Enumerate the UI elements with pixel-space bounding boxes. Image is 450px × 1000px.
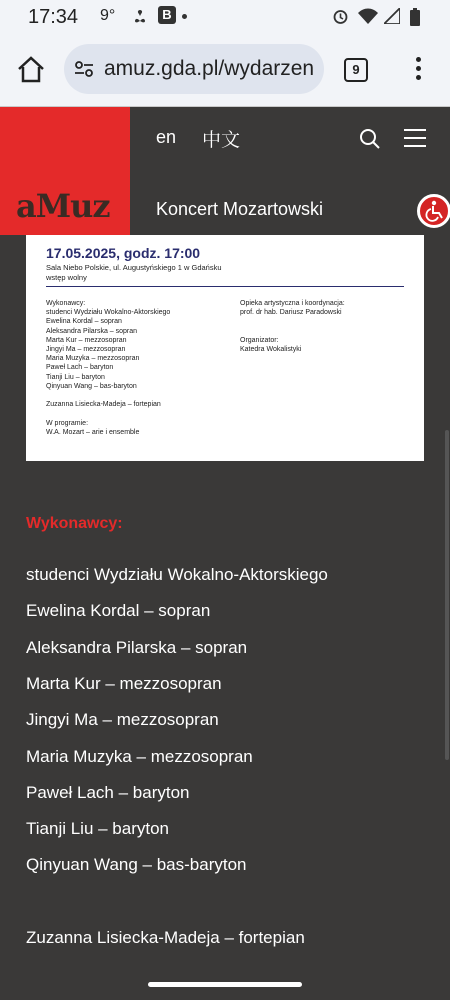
poster-line: Maria Muzyka – mezzosopran bbox=[46, 355, 140, 363]
poster-line: Organizator: bbox=[240, 336, 279, 344]
performer-item: Ewelina Kordal – sopran bbox=[26, 601, 211, 620]
b-notification-icon: B bbox=[158, 6, 176, 24]
poster-line: Ewelina Kordal – sopran bbox=[46, 318, 122, 326]
alarm-icon bbox=[332, 8, 349, 29]
poster-line: Zuzanna Lisiecka-Madeja – fortepian bbox=[46, 401, 161, 409]
poster-entry: wstęp wolny bbox=[46, 273, 87, 282]
performer-item: Tianji Liu – baryton bbox=[26, 819, 170, 838]
poster-line: Qinyuan Wang – bas-baryton bbox=[46, 382, 137, 390]
poster-venue: Sala Niebo Polskie, ul. Augustyńskiego 1 w Gdańsku bbox=[46, 263, 222, 272]
poster-line: Tianji Liu – baryton bbox=[46, 373, 105, 381]
performer-item: Qinyuan Wang – bas-baryton bbox=[26, 855, 247, 874]
poster-line: Opieka artystyczna i koordynacja: bbox=[240, 300, 345, 307]
site-logo[interactable]: aMuz bbox=[16, 187, 110, 225]
home-icon bbox=[14, 54, 48, 86]
poster-line: W.A. Mozart – arie i ensemble bbox=[46, 428, 140, 436]
browser-toolbar bbox=[0, 34, 450, 107]
search-icon[interactable] bbox=[358, 127, 382, 151]
poster-spacer bbox=[46, 391, 170, 400]
url-text[interactable]: amuz.gda.pl/wydarzen bbox=[104, 57, 315, 80]
poster-line: Paweł Lach – baryton bbox=[46, 364, 114, 372]
menu-icon[interactable] bbox=[404, 129, 426, 147]
battery-icon bbox=[410, 8, 420, 30]
poster-line: prof. dr hab. Dariusz Paradowski bbox=[240, 309, 342, 317]
poster-line: Jingyi Ma – mezzosopran bbox=[46, 346, 126, 354]
poster-spacer bbox=[240, 317, 345, 326]
poster-right-column bbox=[240, 299, 345, 354]
performers-heading: Wykonawcy: bbox=[26, 515, 123, 532]
poster-line: Katedra Wokalistyki bbox=[240, 345, 302, 353]
status-temp: 9° bbox=[100, 7, 116, 24]
site-settings-icon[interactable] bbox=[74, 59, 94, 79]
scrollbar[interactable] bbox=[445, 430, 449, 760]
performer-item: Aleksandra Pilarska – sopran bbox=[26, 638, 248, 657]
poster-spacer bbox=[240, 327, 345, 336]
site-header bbox=[0, 107, 450, 235]
performer-item: studenci Wydziału Wokalno-Aktorskiego bbox=[26, 565, 328, 584]
home-button[interactable] bbox=[14, 54, 48, 86]
dot-icon bbox=[182, 14, 187, 19]
wifi-icon bbox=[358, 8, 378, 28]
signal-icon bbox=[384, 8, 400, 28]
poster-line: studenci Wydziału Wokalno-Aktorskiego bbox=[46, 309, 171, 317]
performer-item: Maria Muzyka – mezzosopran bbox=[26, 747, 253, 766]
poster-divider bbox=[46, 286, 404, 287]
fan-icon bbox=[132, 8, 148, 28]
pianist-item: Zuzanna Lisiecka-Madeja – fortepian bbox=[26, 928, 305, 947]
accessibility-icon bbox=[420, 197, 448, 225]
address-bar[interactable] bbox=[64, 44, 324, 94]
tab-switcher-button[interactable]: 9 bbox=[344, 58, 368, 82]
event-poster bbox=[26, 235, 424, 461]
poster-line: Wykonawcy: bbox=[46, 300, 86, 307]
performer-item: Paweł Lach – baryton bbox=[26, 783, 190, 802]
status-bar bbox=[0, 0, 450, 34]
browser-menu-icon[interactable] bbox=[410, 54, 426, 86]
poster-spacer bbox=[46, 409, 170, 418]
poster-line: Marta Kur – mezzosopran bbox=[46, 336, 127, 344]
performer-item: Marta Kur – mezzosopran bbox=[26, 674, 222, 693]
poster-line: W programie: bbox=[46, 419, 89, 427]
language-en-link[interactable]: en bbox=[156, 127, 177, 147]
poster-left-column bbox=[46, 299, 170, 437]
language-zh-link[interactable]: 中文 bbox=[202, 130, 241, 151]
status-time: 17:34 bbox=[28, 6, 79, 28]
performer-item: Jingyi Ma – mezzosopran bbox=[26, 710, 219, 729]
poster-line: Aleksandra Pilarska – sopran bbox=[46, 327, 138, 335]
gesture-bar[interactable] bbox=[148, 982, 302, 987]
logo-block[interactable] bbox=[0, 107, 130, 235]
poster-date: 17.05.2025, godz. 17:00 bbox=[46, 245, 201, 261]
accessibility-button[interactable] bbox=[417, 194, 450, 228]
page-title: Koncert Mozartowski bbox=[156, 199, 324, 219]
